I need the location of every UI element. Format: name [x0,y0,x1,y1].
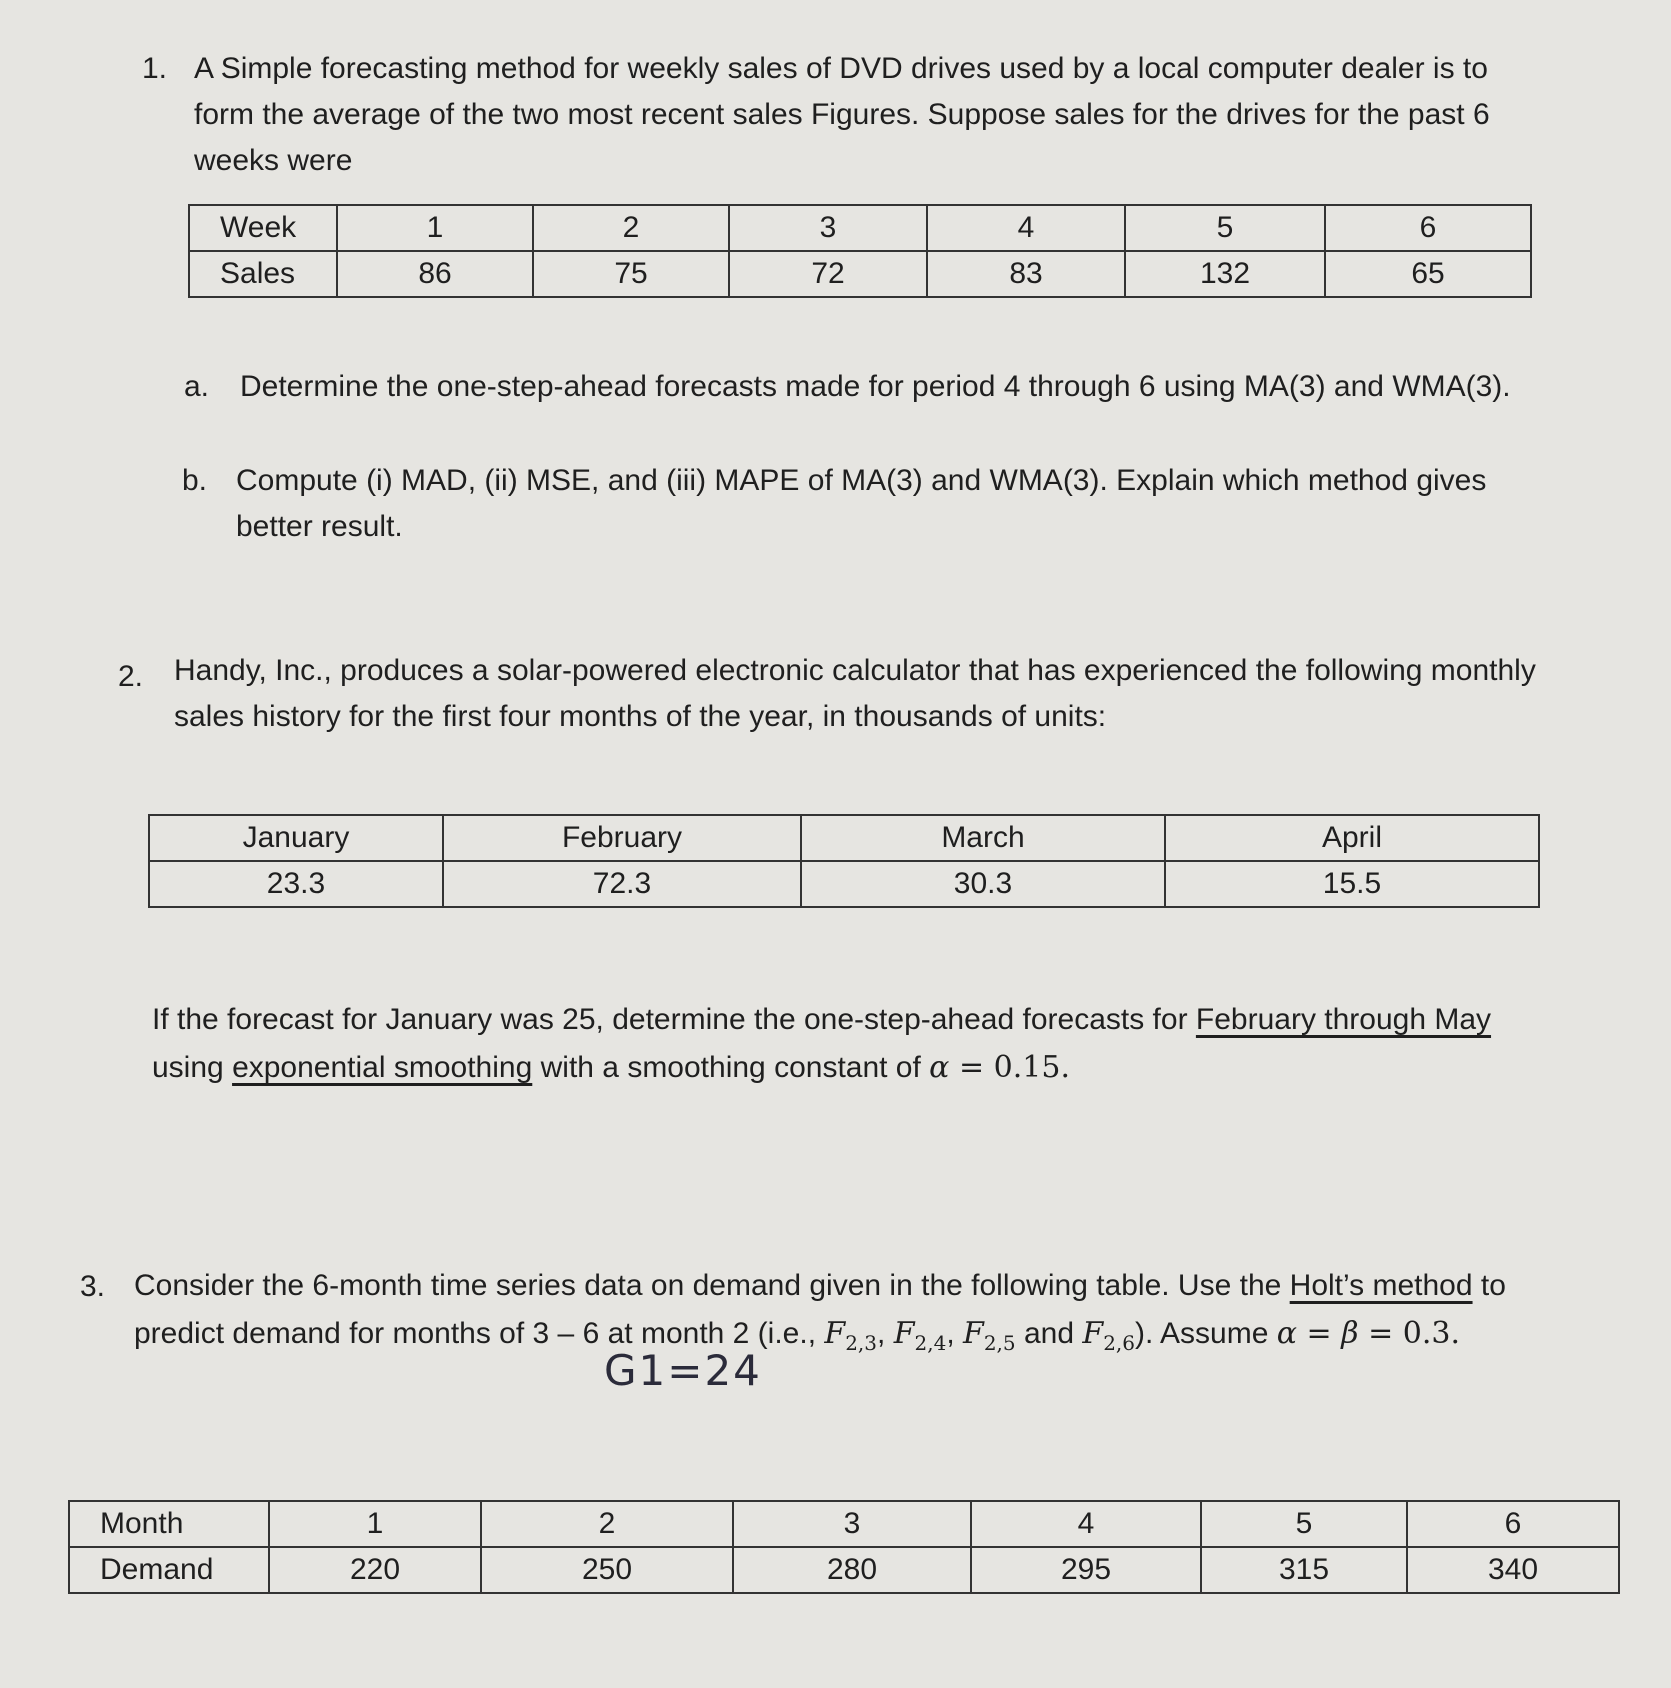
f-symbol: F [893,1316,915,1351]
f-subscript: 2,4 [914,1331,947,1355]
sales-cell: 72 [729,251,927,297]
month-cell: January [149,815,443,861]
separator: , [877,1317,894,1350]
sales-cell: 132 [1125,251,1325,297]
row-label-week: Week [189,205,337,251]
table-row [149,815,1539,861]
week-cell: 4 [927,205,1125,251]
sales-cell: 75 [533,251,729,297]
month-cell: February [443,815,801,861]
q1-part-b-text: Compute (i) MAD, (ii) MSE, and (iii) MAPE of MA(3) and WMA(3). Explain which method gives better result. [236,464,1487,543]
week-cell: 2 [533,205,729,251]
table-row [69,1547,1619,1593]
q3-demand-table [68,1500,1620,1594]
q2-sales-table [148,814,1540,908]
month-cell: 1 [269,1501,481,1547]
table-row [189,205,1531,251]
q1-text: A Simple forecasting method for weekly sales of DVD drives used by a local computer dealer is to form the average of the two most recent sales Figures. Suppose sales for the drives for the past 6 weeks were [194,52,1490,177]
q3-number: 3. [80,1270,106,1303]
q1-number: 1. [142,52,168,85]
demand-cell: 220 [269,1547,481,1593]
alpha-symbol: α [929,1050,950,1085]
month-cell: 6 [1407,1501,1619,1547]
q1-sales-table [188,204,1532,298]
beta-symbol: β [1341,1316,1359,1351]
equals: = [1297,1316,1342,1351]
smoothing-value: = 0.3. [1358,1316,1461,1351]
q1-part-a-text: Determine the one-step-ahead forecasts made for period 4 through 6 using MA(3) and WMA(3). [240,370,1511,403]
month-cell: 3 [733,1501,971,1547]
q3-text-part: ). Assume [1135,1317,1277,1350]
row-label-demand: Demand [69,1547,269,1593]
row-label-month: Month [69,1501,269,1547]
week-cell: 3 [729,205,927,251]
f-symbol: F [1082,1316,1104,1351]
q2-number: 2. [118,660,144,693]
sales-cell: 86 [337,251,533,297]
q2-instruction-text: using [152,1051,233,1084]
value-cell: 72.3 [443,861,801,907]
value-cell: 15.5 [1165,861,1539,907]
table-row [189,251,1531,297]
demand-cell: 295 [971,1547,1201,1593]
q3-underlined-method: Holt’s method [1289,1269,1473,1302]
month-cell: March [801,815,1165,861]
f-subscript: 2,6 [1103,1331,1136,1355]
q3-text-part: to predict demand for months of 3 – 6 at month 2 (i.e., [134,1269,1506,1350]
month-cell: April [1165,815,1539,861]
value-cell: 23.3 [149,861,443,907]
month-cell: 5 [1201,1501,1407,1547]
week-cell: 6 [1325,205,1531,251]
value-cell: 30.3 [801,861,1165,907]
sales-cell: 65 [1325,251,1531,297]
demand-cell: 280 [733,1547,971,1593]
row-label-sales: Sales [189,251,337,297]
q2-underlined-method: exponential smoothing [232,1051,533,1084]
f-subscript: 2,3 [845,1331,878,1355]
q2-text: Handy, Inc., produces a solar-powered electronic calculator that has experienced the following monthly sales history for the first four months of the year, in thousands of units: [174,654,1536,733]
demand-cell: 315 [1201,1547,1407,1593]
separator: and [1015,1317,1083,1350]
alpha-symbol: α [1276,1316,1297,1351]
demand-cell: 250 [481,1547,733,1593]
separator: , [946,1317,963,1350]
q2-instruction [152,996,1552,1092]
q3-text-part: Consider the 6-month time series data on demand given in the following table. Use the [134,1269,1290,1302]
q3-text [134,1262,1554,1367]
sales-cell: 83 [927,251,1125,297]
month-cell: 4 [971,1501,1201,1547]
week-cell: 1 [337,205,533,251]
demand-cell: 340 [1407,1547,1619,1593]
f-symbol: F [824,1316,846,1351]
f-symbol: F [963,1316,984,1351]
table-row [149,861,1539,907]
q2-instruction-text: with a smoothing constant of [532,1051,930,1084]
alpha-value: = 0.15. [949,1050,1070,1085]
q2-instruction-text: If the forecast for January was 25, determine the one-step-ahead forecasts for [152,1003,1196,1036]
q1-part-b-label: b. [182,464,208,497]
q2-underlined-range: February through May [1195,1003,1492,1036]
f-subscript: 2,5 [983,1331,1016,1355]
q1-part-a-label: a. [184,370,210,403]
table-row [69,1501,1619,1547]
month-cell: 2 [481,1501,733,1547]
week-cell: 5 [1125,205,1325,251]
handwritten-note: G1=24 [604,1346,762,1395]
